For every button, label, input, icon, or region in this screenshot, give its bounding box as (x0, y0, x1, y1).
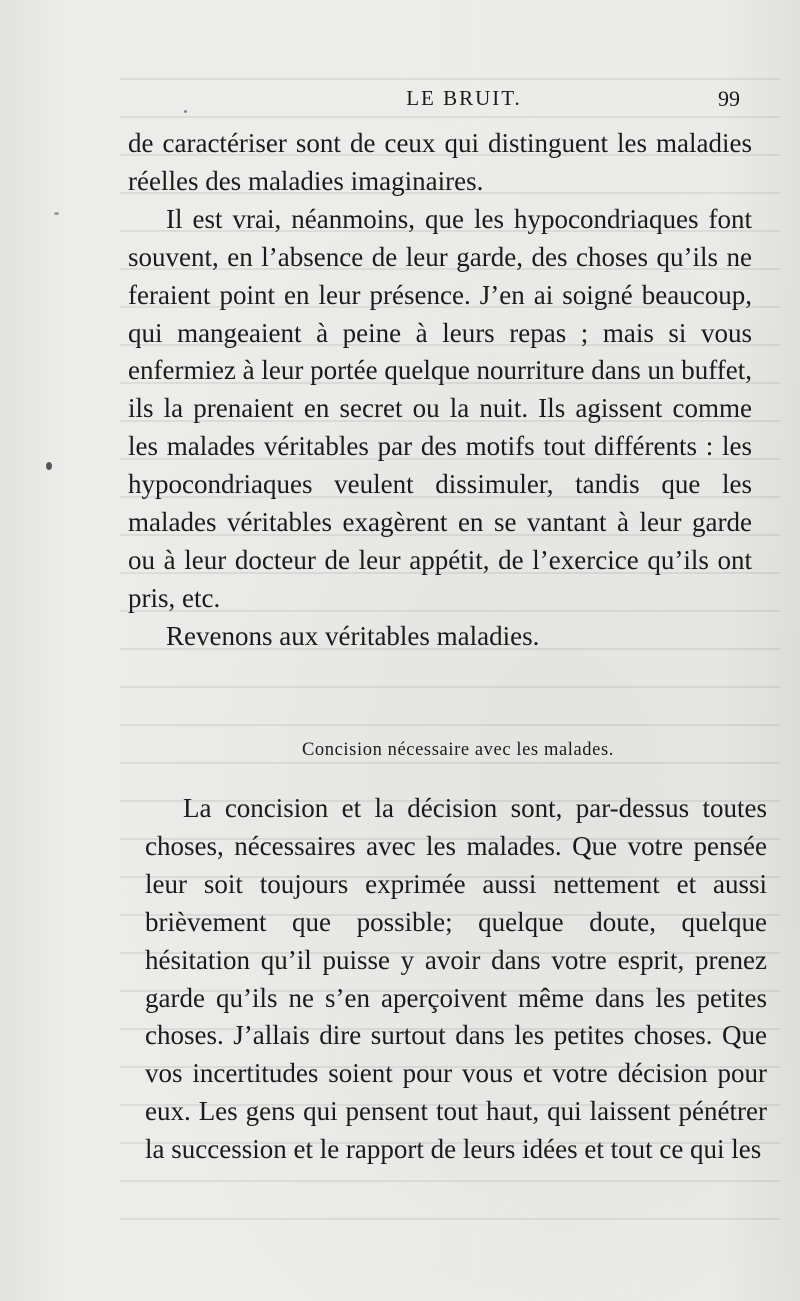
paragraph-continuation: de caractériser sont de ceux qui distinguent les maladies réelles des maladies imaginaires. (128, 128, 752, 196)
paragraph-concision: La concision et la décision sont, par-dessus toutes choses, nécessaires avec les malades. Que votre pensée leur soit toujours exprimée aussi nettement et aussi brièvement que possible; quelque doute, quelque hésitation qu’il puisse y avoir dans votre esprit, prenez garde qu’ils ne s’en aperçoivent même dans les petites choses. J’allais dire surtout dans les petites choses. Que vos incertitudes soient pour vous et votre décision pour eux. Les gens qui pensent tout haut, qui laissent pénétrer la succession et le rapport de leurs idées et tout ce qui les (145, 793, 767, 1165)
running-head: LE BRUIT. (406, 86, 522, 110)
margin-speck (184, 110, 187, 113)
section-heading: Concision nécessaire avec les malades. (301, 740, 614, 760)
paragraph-hypocondriaques: Il est vrai, néanmoins, que les hypocondriaques font souvent, en l’absence de leur garde, des choses qu’ils ne feraient point en leur présence. J’en ai soigné beaucoup, qui mangeaient à peine à leurs repas ; mais si vous enfermiez à leur portée quelque nourriture dans un buffet, ils la prenaient en secret ou la nuit. Ils agissent comme les malades véritables par des motifs tout différents : les hypocondriaques veulent dissimuler, tandis que les malades véritables exagèrent en se vantant à leur garde ou à leur docteur de leur appétit, de l’exercice qu’ils ont pris, etc. (128, 203, 752, 613)
paragraph-revenons: Revenons aux véritables maladies. (166, 620, 540, 651)
page-number: 99 (718, 86, 740, 111)
page-header (128, 86, 740, 116)
text-block-before-section (128, 125, 752, 656)
margin-speck (46, 462, 52, 470)
margin-speck (54, 212, 59, 215)
text-block-after-section (145, 790, 767, 1169)
